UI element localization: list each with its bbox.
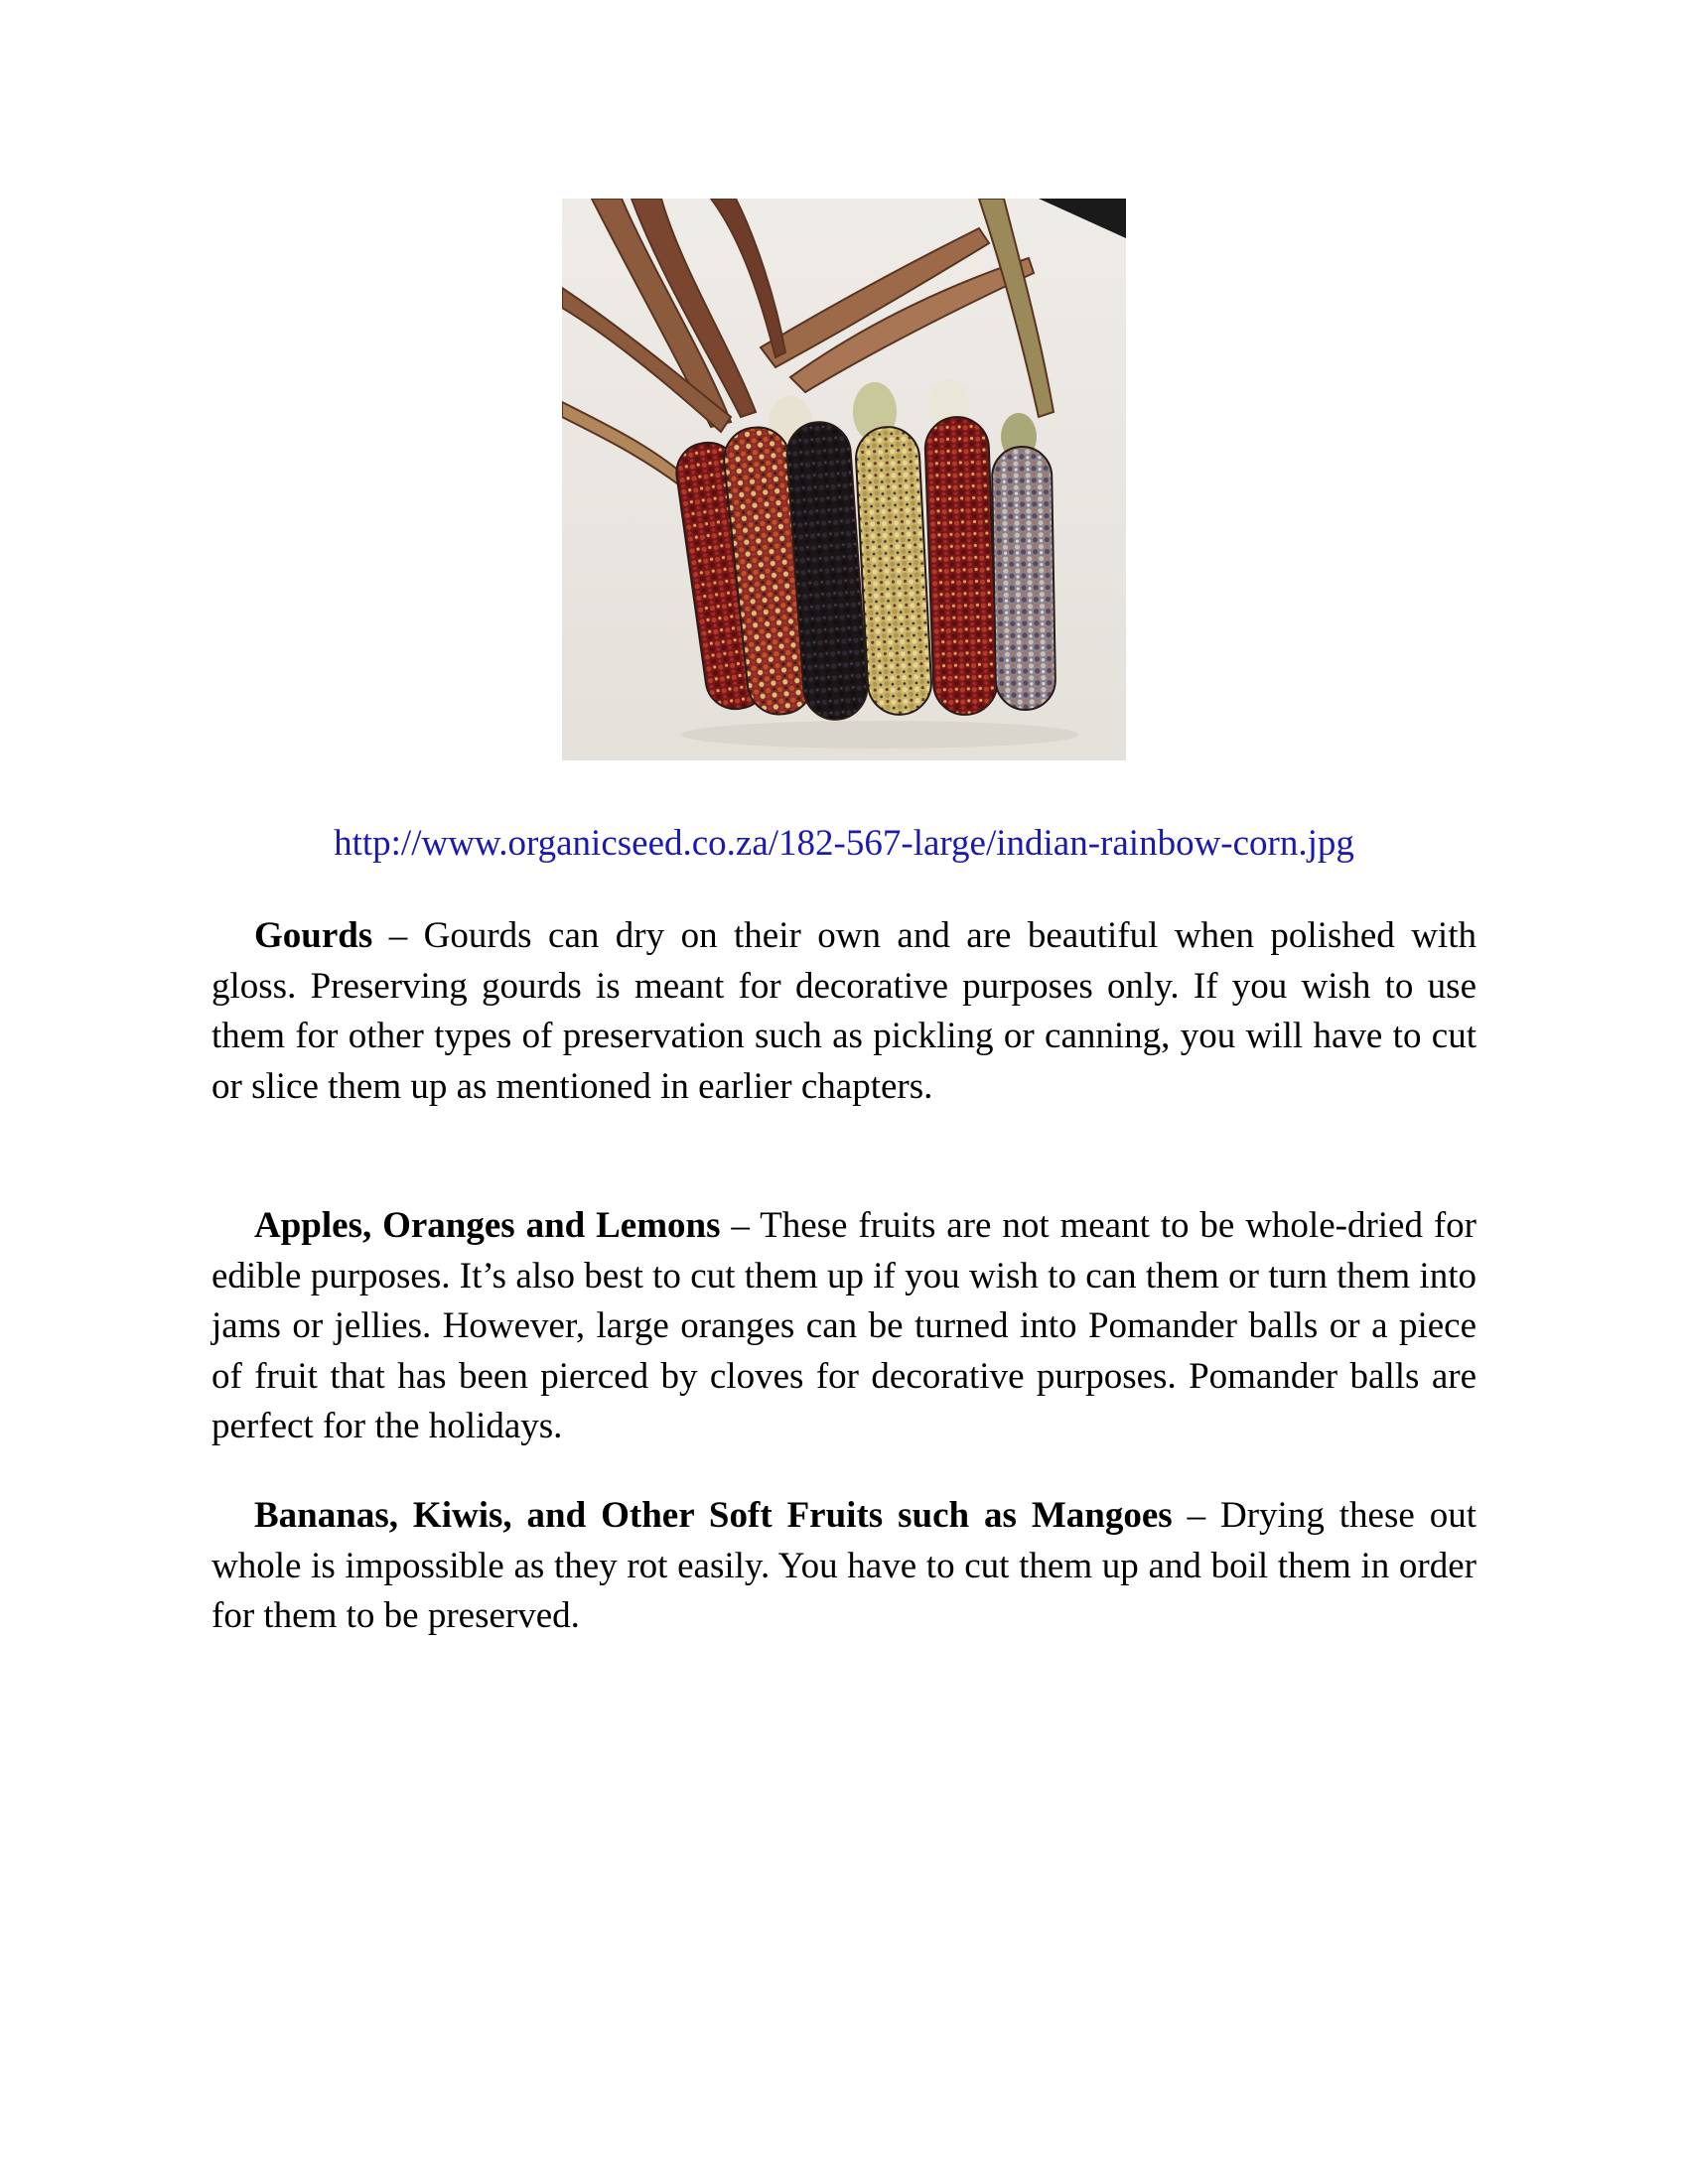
rainbow-corn-photo [562, 199, 1126, 760]
paragraph-soft-fruits [211, 1491, 1477, 1642]
paragraph-gourds [211, 911, 1477, 1112]
image-source-link[interactable]: http://www.organicseed.co.za/182-567-large/indian-rainbow-corn.jpg [334, 823, 1354, 864]
paragraph-apples-oranges-lemons [211, 1201, 1477, 1452]
paragraph-heading: Gourds [254, 915, 373, 956]
paragraph-body: – Drying these out whole is impossible as they rot easily. You have to cut them up and boil them in order for them to be preserved. [211, 1495, 1477, 1636]
paragraph-heading: Bananas, Kiwis, and Other Soft Fruits such as Mangoes [254, 1495, 1173, 1536]
paragraph-body: – Gourds can dry on their own and are beautiful when polished with gloss. Preserving gourds is meant for decorative purposes only. If you wish to use them for other types of preservation such as pickling or canning, you will have to cut or slice them up as mentioned in earlier chapters. [211, 915, 1477, 1107]
paragraph-body: – These fruits are not meant to be whole-dried for edible purposes. It’s also best to cut them up if you wish to can them or turn them into jams or jellies. However, large oranges can be turned into Pomander balls or a piece of fruit that has been pierced by cloves for decorative purposes. Pomander balls are perfect for the holidays. [211, 1205, 1477, 1446]
paragraph-heading: Apples, Oranges and Lemons [254, 1205, 721, 1246]
corn-illustration [562, 199, 1126, 760]
